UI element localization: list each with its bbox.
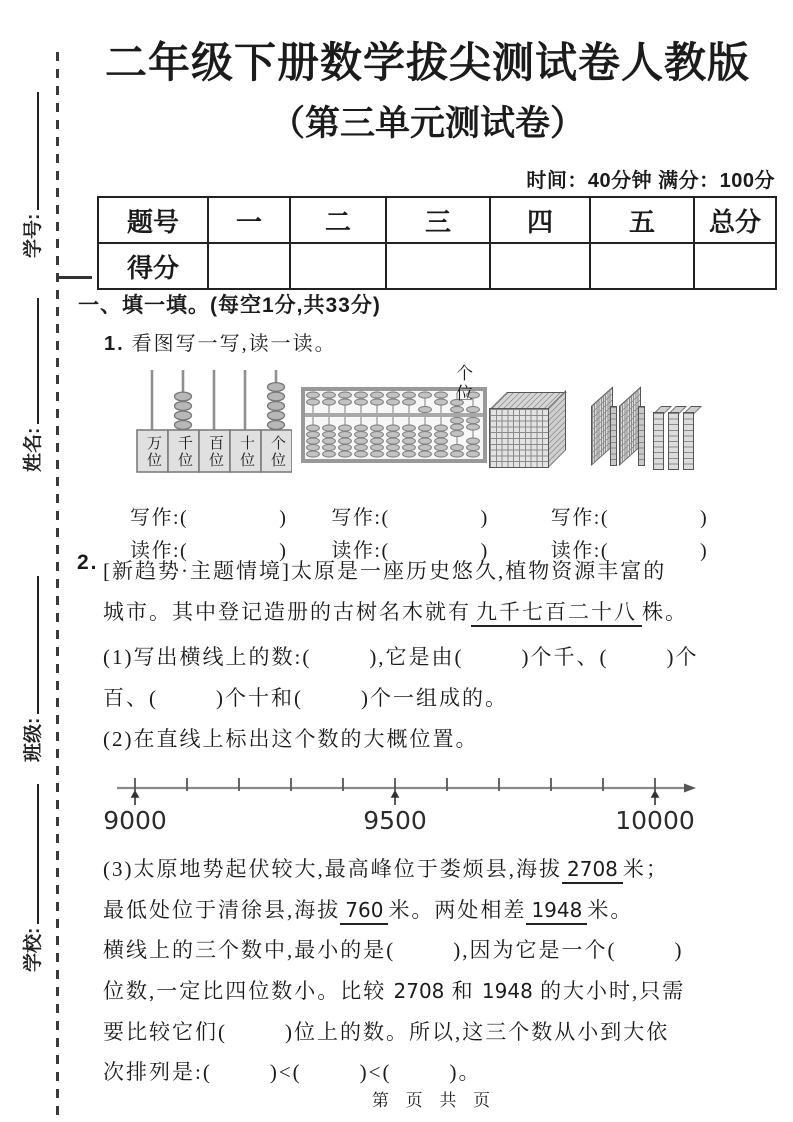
student-id-label: 学号: xyxy=(23,213,44,258)
time-score-meta: 时间：40分钟 满分：100分 xyxy=(526,170,775,192)
score-row-label: 得分 xyxy=(98,243,208,289)
header-question-number: 题号 xyxy=(98,197,208,243)
question-2 xyxy=(77,551,751,759)
read-blank-1: 读作:( ) xyxy=(130,540,288,562)
write-blank-2: 写作:( ) xyxy=(331,507,489,529)
number-line-label-10000: 10000 xyxy=(615,806,695,835)
blocks-figure xyxy=(487,372,692,474)
score-table-header-row xyxy=(98,197,776,243)
underlined-760: 760 xyxy=(340,898,388,925)
q3-line-6: 次排列是:( )<( )<( )。 xyxy=(103,1060,482,1085)
name-label: 姓名: xyxy=(23,427,44,472)
header-part-1: 一 xyxy=(208,197,290,243)
hundred-flat-edge xyxy=(638,406,645,466)
number-line-label-9500: 9500 xyxy=(363,806,427,835)
thousand-cube-front-face xyxy=(489,408,549,468)
place-label-bai: 百位 xyxy=(207,435,223,469)
question-1-number: 1. xyxy=(104,333,125,355)
score-cell xyxy=(290,243,386,289)
score-table-score-row xyxy=(98,243,776,289)
q2-part2: (2)在直线上标出这个数的大概位置。 xyxy=(103,726,479,751)
header-part-2: 二 xyxy=(290,197,386,243)
margin-name xyxy=(18,298,46,472)
question-2-part-3 xyxy=(103,849,753,1093)
q3-line-2: 最低处位于清徐县,海拔 760 米。两处相差 1948 米。 xyxy=(103,890,753,931)
underlined-1948: 1948 xyxy=(526,898,587,925)
place-label-qian: 千位 xyxy=(176,435,192,469)
write-blank-1: 写作:( ) xyxy=(130,507,288,529)
abacus-figure xyxy=(300,364,488,474)
q2-line-2: 城市。其中登记造册的古树名木就有 九千七百二十八 株。 xyxy=(103,592,751,633)
read-blank-3: 读作:( ) xyxy=(550,540,709,562)
question-2-number: 2. xyxy=(77,551,99,574)
q3-line-5: 要比较它们( )位上的数。所以,这三个数从小到大依 xyxy=(103,1019,670,1044)
margin-school xyxy=(18,784,46,972)
q3-line-4: 位数,一定比四位数小。比较 2708 和 1948 的大小时,只需 xyxy=(103,979,686,1004)
name-blank-line xyxy=(23,298,39,424)
question-1-text: 1. 看图写一写,读一读。 xyxy=(104,333,337,355)
header-part-4: 四 xyxy=(490,197,590,243)
fold-mark xyxy=(58,276,92,279)
underlined-number-words: 九千七百二十八 xyxy=(471,600,642,627)
score-table xyxy=(97,196,777,290)
q2-part1-line2: 百、( )个十和( )个一组成的。 xyxy=(103,686,508,711)
number-line-figure xyxy=(92,758,732,846)
margin-class xyxy=(18,576,46,762)
school-blank-line xyxy=(23,784,39,924)
page-title: 二年级下册数学拔尖测试卷人教版 xyxy=(104,39,750,86)
header-part-5: 五 xyxy=(590,197,694,243)
read-blank-2: 读作:( ) xyxy=(331,540,489,562)
page-subtitle: （第三单元测试卷） xyxy=(269,104,585,143)
page-footer: 第 页 共 页 xyxy=(371,1091,497,1110)
underlined-2708: 2708 xyxy=(562,857,623,884)
student-id-blank-line xyxy=(23,92,39,210)
ten-rod xyxy=(668,412,679,470)
header-part-3: 三 xyxy=(386,197,490,243)
number-line-label-9000: 9000 xyxy=(103,806,167,835)
q2-part1-line1: (1)写出横线上的数:( ),它是由( )个千、( )个 xyxy=(103,645,699,670)
ten-rod xyxy=(653,412,664,470)
school-label: 学校: xyxy=(23,927,44,972)
number-line-drawing xyxy=(92,758,732,806)
header-total: 总分 xyxy=(694,197,776,243)
ten-rod xyxy=(683,412,694,470)
score-cell xyxy=(386,243,490,289)
binding-dashed-line xyxy=(56,52,59,1118)
place-label-shi: 十位 xyxy=(238,435,254,469)
score-cell xyxy=(590,243,694,289)
q3-line-3: 横线上的三个数中,最小的是( ),因为它是一个( ) xyxy=(103,938,684,963)
q3-line-1: (3)太原地势起伏较大,最高峰位于娄烦县,海拔 2708 米； xyxy=(103,849,753,890)
counter-figure xyxy=(136,366,292,474)
class-label: 班级: xyxy=(23,717,44,762)
q2-line-1: [新趋势·主题情境]太原是一座历史悠久,植物资源丰富的 xyxy=(103,559,667,583)
class-blank-line xyxy=(23,576,39,714)
score-cell xyxy=(694,243,776,289)
margin-student-id xyxy=(18,92,46,258)
place-label-ge: 个位 xyxy=(269,435,285,469)
write-blank-3: 写作:( ) xyxy=(550,507,709,529)
place-label-wan: 万位 xyxy=(145,435,161,469)
abacus-unit-label: 个位 xyxy=(453,364,472,404)
section-one-heading: 一、填一填。(每空1分,共33分) xyxy=(78,294,381,317)
score-cell xyxy=(490,243,590,289)
hundred-flat-edge xyxy=(610,406,617,466)
score-cell xyxy=(208,243,290,289)
